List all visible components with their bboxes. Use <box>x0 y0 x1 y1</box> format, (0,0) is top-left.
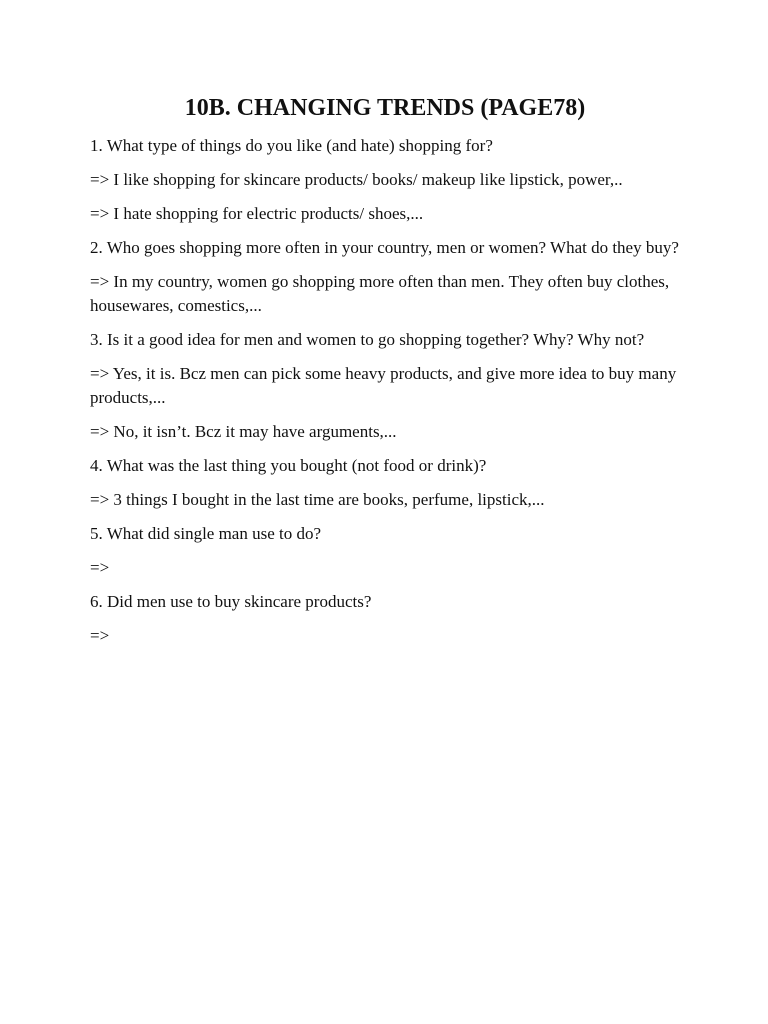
question-2: 2. Who goes shopping more often in your country, men or women? What do they buy? <box>90 238 679 257</box>
answer-3-no: => No, it isn’t. Bcz it may have arguments,... <box>90 422 397 441</box>
question-6: 6. Did men use to buy skincare products? <box>90 592 372 611</box>
question-5: 5. What did single man use to do? <box>90 524 322 543</box>
answer-3-yes: => Yes, it is. Bcz men can pick some heavy products, and give more idea to buy many products,... <box>90 364 677 407</box>
answer-2: => In my country, women go shopping more often than men. They often buy clothes, housewares, comestics,... <box>90 272 670 315</box>
question-4: 4. What was the last thing you bought (not food or drink)? <box>90 456 487 475</box>
answer-1-like: => I like shopping for skincare products/ books/ makeup like lipstick, power,.. <box>90 170 623 189</box>
answer-1-hate: => I hate shopping for electric products/ shoes,... <box>90 204 424 223</box>
question-3: 3. Is it a good idea for men and women to go shopping together? Why? Why not? <box>90 330 645 349</box>
question-1: 1. What type of things do you like (and hate) shopping for? <box>90 136 493 155</box>
answer-4: => 3 things I bought in the last time are books, perfume, lipstick,... <box>90 490 545 509</box>
answer-5: => <box>90 558 110 577</box>
document-title: 10B. CHANGING TRENDS (PAGE78) <box>184 95 586 121</box>
document-page <box>90 93 680 658</box>
answer-6: => <box>90 626 110 645</box>
